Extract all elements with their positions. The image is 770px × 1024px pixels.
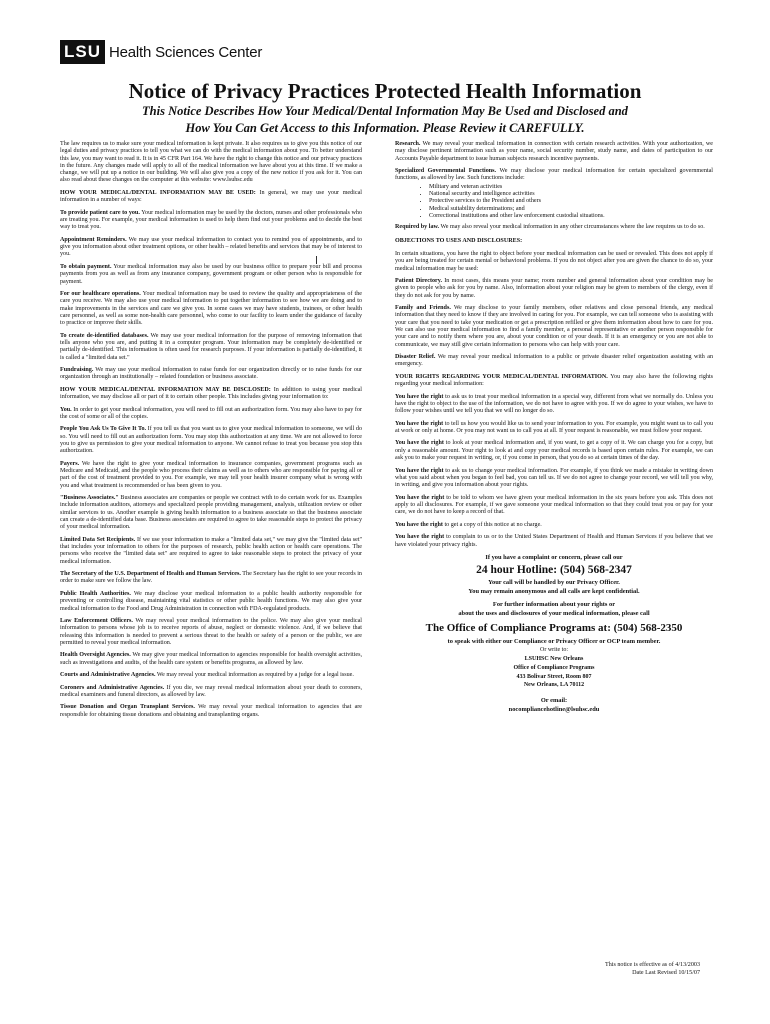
section-body: We may reveal your medical information as required by a judge for a legal issue. (156, 672, 354, 679)
list-item: • Correctional institutions and other law enforcement custodial situations. (429, 213, 713, 220)
section-heading: Specialized Governmental Functions. (395, 168, 497, 175)
left-section (60, 141, 362, 185)
section-body: If you tell us that you want us to give your medical information to someone, we will do so. You will need to fill out an authorization form. You may stop this authorization at any time. We are not allowed to force you to give us permission to give your medical information to anyone. We cannot refuse to treat you because you stop this authorization. (60, 426, 362, 455)
left-section (60, 537, 362, 566)
section-heading: Research. (395, 141, 421, 147)
section-heading: Health Oversight Agencies. (60, 652, 131, 659)
section-heading: Fundraising. (60, 367, 94, 374)
section-heading: YOUR RIGHTS REGARDING YOUR MEDICAL/DENTAL INFORMATION. (395, 373, 608, 380)
section-body: In general, we may use your medical information in a number of ways: (60, 189, 362, 204)
left-section (60, 461, 362, 490)
section-heading: You have the right (395, 440, 444, 447)
section-heading: Courts and Administrative Agencies. (60, 672, 156, 679)
section-body: We may disclose to your family members, other relatives and close personal friends, any medical information that they need to know if they are involved in caring for you. For example, we can tell someone who is assisting with your care that you need to take your medication or get a prescription refilled or give them information about how to care for you. We can also use your medical information to find a family member, a personal representative or another person responsible for your care and to notify them where you are, about your condition or of your death. If it is an emergency or you are not able to communicate, we may still give certain information to persons who can help with your care. (395, 305, 713, 348)
section-body: to be told to whom we have given your medical information in the six years before you ask. This does not apply to all disclosures. For example, if we gave someone your medical information so that they could treat you or pay for your care, we do not have to keep a record of that. (395, 494, 713, 516)
section-heading: To create de-identified databases. (60, 332, 149, 339)
left-section (60, 407, 362, 422)
contact-line: If you have a complaint or concern, please call our (485, 553, 623, 561)
address-line: 433 Bolivar Street, Room 807 (516, 673, 592, 680)
write-label: Or write to: (540, 647, 568, 654)
list-item: • Medical suitability determinations; and (429, 206, 713, 213)
section-body: Business associates are companies or people we contract with to do certain work for us. Examples include information auditors, attorneys and specialized people providing management, analysis, utilization review or other similar services to us. Another example is giving health information to a business associate so that the business associate can create a de-identified data base. Business associates are required to agree to take reasonable steps to protect the privacy of your medical information. (60, 495, 363, 531)
left-section (60, 571, 362, 586)
section-body: to ask us to treat your medical information in a special way, different from what we normally do. Unless you have the right to object to the use of the information, we do not have to agree with you. If we do agree to your wishes, we have to follow your wishes until we tell you that we will no longer do so. (395, 393, 714, 415)
left-section (60, 291, 362, 327)
section-body: We may reveal your medical information to the police. We may also give your medical information to persons whose job is to receive reports of abuse, neglect or domestic violence. And, if we believe that releasing this information is needed to prevent a serious threat to the health or safety of a person or the public, we are permitted to reveal your medical information. (60, 618, 362, 646)
section-body: In addition to using your medical information, we may disclose all or part of it to certain other people. This includes giving your information to: (60, 386, 362, 401)
left-section (60, 237, 362, 259)
left-section (60, 367, 362, 382)
section-body: We have the right to give your medical information to insurance companies, government programs such as Medicare and Medicaid, and the people who process their claims as well as to others who are responsible for paying all or part of the cost of treatment provided to you. For example, we may tell your health insurer company what is wrong with you and what treatment is recommended or has been given to you. (60, 460, 362, 489)
left-section (60, 704, 362, 719)
section-required-by-law (395, 224, 713, 231)
effective-date-block (560, 962, 700, 977)
section-heading: Required by law. (395, 224, 440, 231)
section-heading: People You Ask Us To Give It To. (60, 426, 147, 433)
logo-mark: LSU (60, 40, 105, 64)
section-family-friends (395, 305, 713, 349)
section-body: to ask us to change your medical information. For example, if you think we made a mistake in writing down what you said about when you began to feel bad, you can tell us. If we do not agree to change your record, we will tell you why, in writing, and give you information about your rights. (395, 467, 713, 489)
section-specialized (395, 168, 713, 183)
left-section (60, 495, 362, 531)
section-heading: The Secretary of the U.S. Department of Health and Human Services. (60, 571, 241, 578)
section-heading: Disaster Relief. (395, 354, 436, 361)
rights-list (395, 394, 713, 549)
section-body: The law requires us to make sure your medical information is kept private. It also requires us to give you this notice of our legal duties and privacy practices to tell you what we can do with the medical information about you. To better understand this law, you may want to read it. It is in 45 CFR Part 164. We have the right to change this notice and our privacy practices in the future. Any changes made will apply to all of the medical information we have about you at this time. If we make a change, we will put up a notice in our building. We will also give you a copy of the new notice if you ask for it. You can also read about these changes on the computer at this website: www.lsuhsc.edu (60, 141, 362, 184)
section-heading: Public Health Authorities. (60, 590, 131, 597)
contact-line: For further information about your rights or (492, 601, 616, 609)
list-item: • Protective services to the President and others (429, 198, 713, 205)
contact-line: Your call will be handled by our Privacy Officer. (488, 579, 620, 587)
contact-line: You may remain anonymous and all calls are kept confidential. (468, 588, 640, 596)
left-section (60, 190, 362, 205)
section-body: In most cases, this means your name; room number and general information about your condition may be given to people who ask for you by name. Also, information about your religion may be given to members of the clergy, even if they do not ask for you by name. (395, 278, 713, 299)
section-your-rights (395, 374, 713, 389)
compliance-office-number: The Office of Compliance Programs at: (504) 568-2350 (425, 622, 683, 635)
left-column (60, 141, 362, 724)
section-body: to look at your medical information and, if you want, to get a copy of it. We can charge you for a copy, but only a reasonable amount. Your right to look at and copy your medical records is based upon certain rules. For example, we can ask you to make your request in writing, or, if you come in person, that you do so at certain times of the day. (395, 440, 714, 462)
address-line: Office of Compliance Programs (513, 664, 595, 671)
subtitle-line-2: How You Can Get Access to this Information. Please Review it CAREFULLY. (185, 121, 585, 135)
section-body: If you die, we may reveal medical information about your death to coroners, medical examiners and funeral directors, as allowed by law. (60, 684, 362, 698)
org-name: Health Sciences Center (109, 43, 263, 61)
section-heading: You have the right (395, 521, 443, 528)
list-item: • National security and intelligence activities (429, 191, 713, 198)
section-body: We may use your medical information to contact you to remind you of appointments, and to give you information about other treatment options, or other health – related benefits and services that may be of interest to you. (60, 236, 362, 258)
section-body: Your medical information may be used to review the quality and appropriateness of the care you receive. We may also use your medical information to put together information to see how we are doing and to make improvements in the services and care we give you. In some cases we may have students, trainees, or other health care personnel, as well as some non-health care personnel, who come to our facility to learn under the guidance of faculty to practice or improve their skills. (60, 290, 362, 327)
rights-item (395, 468, 713, 490)
section-heading: For our healthcare operations. (60, 290, 141, 297)
section-heading: HOW YOUR MEDICAL/DENTAL INFORMATION MAY BE USED: (60, 189, 256, 196)
rights-item (395, 394, 713, 416)
section-body: We may also reveal your medical information in any other circumstances where the law requires us to do so. (440, 224, 705, 231)
section-heading: HOW YOUR MEDICAL/DENTAL INFORMATION MAY BE DISCLOSED: (60, 386, 271, 393)
left-section (60, 652, 362, 667)
section-heading: Patient Directory. (395, 278, 442, 285)
section-heading: Tissue Donation and Organ Transplant Services. (60, 704, 195, 711)
section-heading: To obtain payment. (60, 263, 112, 270)
contact-line: to speak with either our Compliance or Privacy Officer or OCP team member. (447, 638, 661, 646)
section-body: to get a copy of this notice at no charge. (444, 521, 542, 528)
left-section (60, 685, 362, 700)
section-heading: You have the right (395, 420, 444, 427)
subtitle-line-1: This Notice Describes How Your Medical/Dental Information May Be Used and Disclosed and (142, 104, 628, 118)
contact-block (395, 554, 713, 713)
governmental-functions-list (395, 184, 713, 220)
list-item: • Military and veteran activities (429, 184, 713, 191)
contact-line: about the uses and disclosures of your medical information, please call (458, 610, 650, 618)
effective-date: This notice is effective as of 4/13/2003 (605, 962, 700, 968)
section-heading: Appointment Reminders. (60, 236, 127, 243)
hotline-number: 24 hour Hotline: (504) 568-2347 (476, 564, 632, 577)
section-research (395, 141, 713, 163)
left-section (60, 333, 362, 362)
section-body: You may also have the following rights regarding your medical information: (395, 373, 713, 388)
section-body: We may reveal your medical information to a public or private disaster relief organization assisting with an emergency. (395, 354, 714, 368)
section-body: Your medical information may be used by the doctors, nurses and other professionals who are treating you. For example, your medical information is used to help them find out your problems and to decide the best way to treat you. (60, 209, 362, 231)
address-line: LSUHSC New Orleans (524, 656, 584, 663)
email-label: Or email: (540, 696, 568, 704)
section-body: We may give your medical information to agencies responsible for health oversight activities, such as investigations and audits, of the health care system or benefits programs, as allowed by law. (60, 652, 362, 666)
section-heading: Coroners and Administrative Agencies. (60, 684, 165, 691)
section-heading: You have the right (395, 534, 445, 541)
section-body: The Secretary has the right to see your records in order to make sure we follow the law. (60, 571, 362, 585)
section-body: We may use your medical information for the purpose of removing information that tells anyone who you are, and putting it in a computer program. Your information may be completely de-identified or partially de-identified. This information is often used for research purposes. If your information is partially de-identified, it is called a "limited data set." (60, 332, 362, 361)
section-heading: Limited Data Set Recipients. (60, 536, 136, 543)
section-body: Your medical information may also be used by our business office to prepare your bill and process payments from you as well as from any insurance company, government program or other person who is responsible for payment. (60, 263, 362, 285)
address-line: New Orleans, LA 70112 (523, 682, 585, 689)
left-section (60, 618, 362, 647)
section-heading: You have the right (395, 393, 444, 400)
section-heading: You have the right (395, 494, 445, 501)
revised-date: Date Last Revised 10/15/07 (632, 969, 700, 976)
objections-body: In certain situations, you have the right to object before your medical information can be used or revealed. This does not apply if you are being treated for certain mental or behavioral problems. If you do not object after you are given the chance to do so, your medical information may be used: (395, 250, 713, 272)
section-heading: "Business Associates." (60, 495, 119, 502)
lsu-logo (60, 40, 262, 64)
section-body: We may reveal your medical information to agencies that are responsible for obtaining tissue donations and obtaining and transplanting organs. (60, 704, 363, 718)
left-section (60, 210, 362, 232)
section-heading: You. (60, 406, 72, 413)
rights-item (395, 522, 713, 529)
right-column (395, 141, 713, 714)
left-section (60, 426, 362, 455)
email-address[interactable]: nocompliancehotline@lsuhsc.edu (508, 705, 600, 713)
section-body: We may disclose your medical information to a public health authority responsible for preventing or controlling disease, maintaining vital statistics or other public health functions. We may also give your medical information to the Food and Drug Administration in connection with FDA-regulated products. (60, 590, 362, 612)
rights-item (395, 421, 713, 436)
section-body: If we use your information to make a "limited data set," we may give the "limited data set" that includes your information to others for the purposes of research, public health action or health care operations. The persons who receive the "limited data set" are required to agree to take reasonable steps to protect the privacy of your medical information. (60, 536, 362, 565)
section-body: We may disclose your medical information for certain specialized governmental functions, as allowed by law. Such functions include: (395, 168, 713, 182)
section-body: to tell us how you would like us to send your information to you. For example, you might want us to call you at work or only at home. Or you may not want us to call you at all. If your request is reasonable, we must follow your request. (395, 420, 713, 434)
rights-item (395, 495, 713, 517)
section-patient-directory (395, 278, 713, 300)
section-heading: Law Enforcement Officers. (60, 618, 133, 625)
section-body: We may reveal your medical information in connection with certain research activities. With your authorization, we may disclose pertinent information such as your name, social security number, study name, and dates of participation to our Accounts Payable department to issue human subjects research incentive payments. (395, 141, 713, 162)
left-section (60, 387, 362, 402)
page-subtitle (100, 103, 670, 137)
section-heading: You have the right (395, 467, 444, 474)
objections-heading: OBJECTIONS TO USES AND DISCLOSURES: (395, 238, 523, 245)
left-section (60, 672, 362, 679)
section-heading: Payers. (60, 460, 80, 467)
left-section (60, 591, 362, 613)
left-section (60, 264, 362, 286)
section-disaster-relief (395, 354, 713, 369)
section-body: In order to get your medical information, you will need to fill out an authorization form. You may also have to pay for the cost of some or all of the copies. (60, 406, 362, 420)
rights-item (395, 534, 713, 549)
section-body: to complain to us or to the United States Department of Health and Human Services if you believe that we have violated your privacy rights. (395, 534, 713, 548)
page-title: Notice of Privacy Practices Protected Health Information (128, 79, 642, 103)
section-body: We may use your medical information to raise funds for our organization directly or to raise funds for our organization through an institutionally – related foundation or business associate. (60, 367, 362, 381)
rights-item (395, 440, 713, 462)
section-heading: To provide patient care to you. (60, 209, 140, 216)
section-heading: Family and Friends. (395, 305, 451, 312)
